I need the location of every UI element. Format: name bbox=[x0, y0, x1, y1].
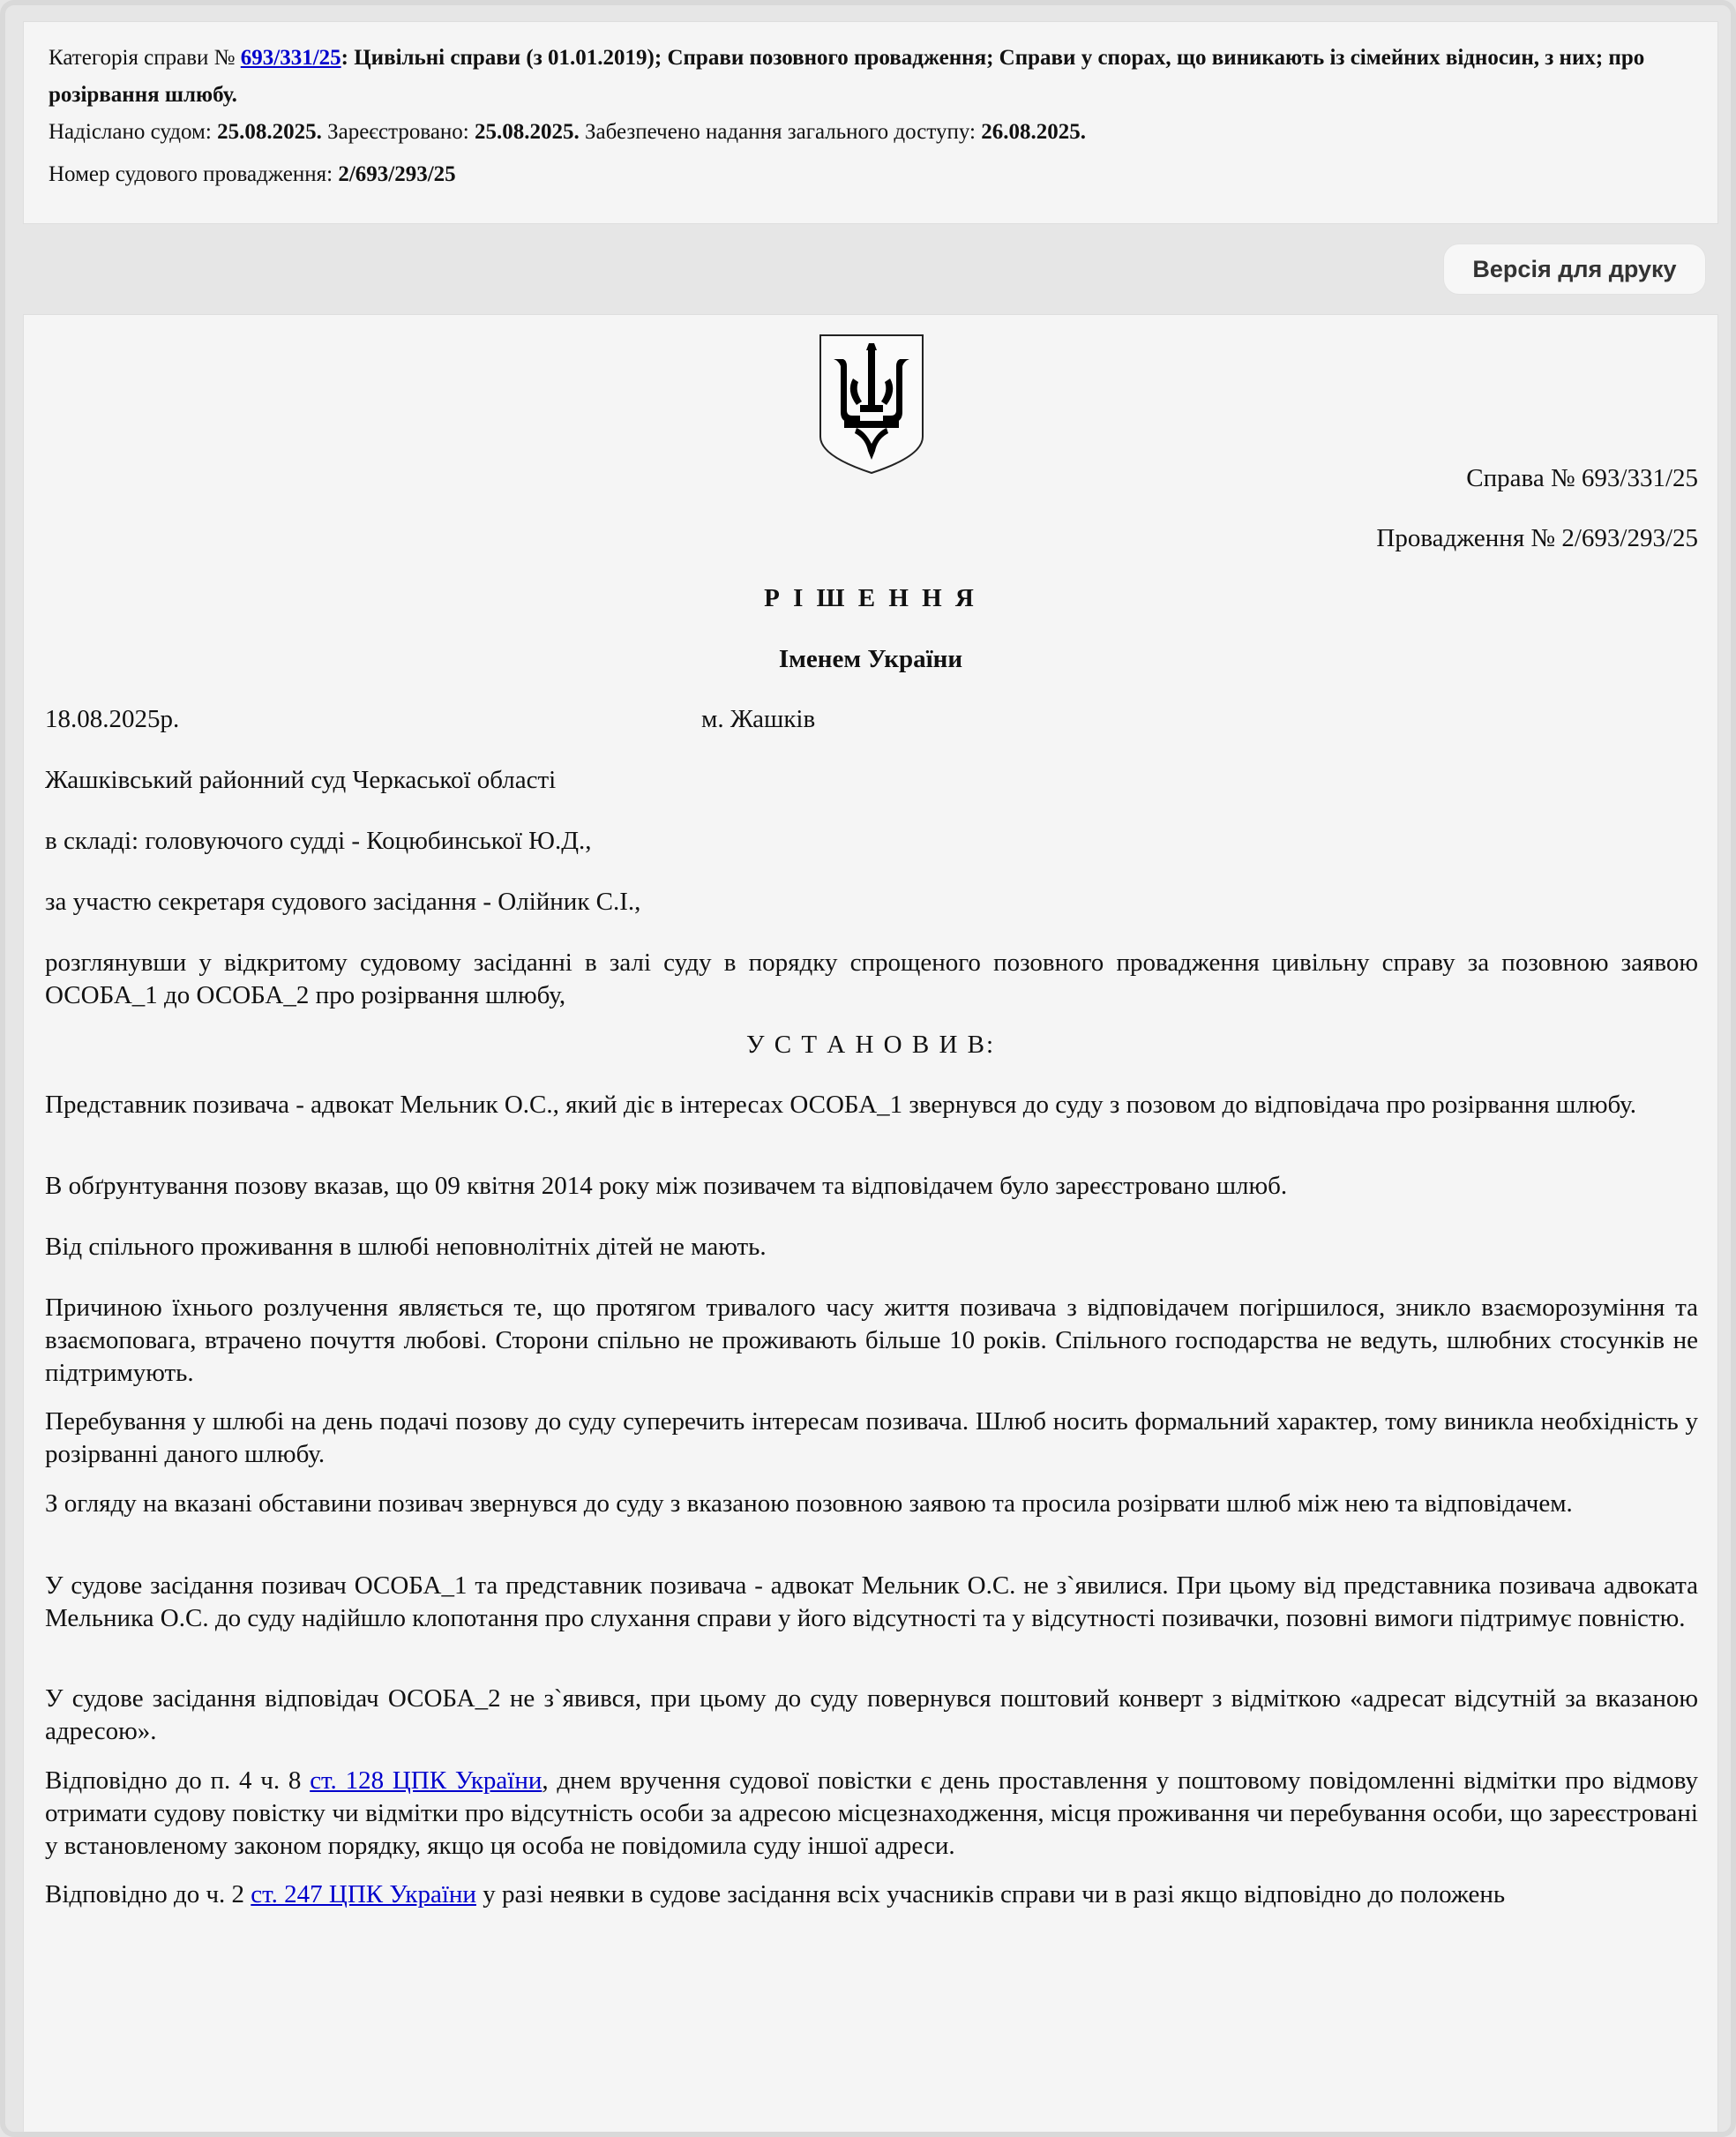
paragraph-2: В обґрунтування позову вказав, що 09 квітня 2014 року між позивачем та відповідачем було зареєстровано шлюб. bbox=[45, 1172, 1288, 1200]
paragraph-8: У судове засідання відповідач ОСОБА_2 не з`явився, при цьому до суду повернувся поштовий конверт з відміткою «адресат відсутній за вказаною адресою». bbox=[45, 1684, 1698, 1745]
paragraph-4: Причиною їхнього розлучення являється те, що протягом тривалого часу життя позивача з відповідачем погіршилося, зникло взаєморозуміння та взаємоповага, втрачено почуття любові. Сторони спільно не проживають більше 10 років. Спільного господарства не ведуть, шлюбних стосунків не підтримують. bbox=[45, 1293, 1698, 1387]
access-date: 26.08.2025. bbox=[981, 120, 1086, 144]
paragraph-10-start: Відповідно до ч. 2 bbox=[45, 1880, 251, 1908]
proceeding-number: 2/693/293/25 bbox=[338, 162, 456, 186]
article-128-link[interactable]: ст. 128 ЦПК України bbox=[310, 1766, 542, 1795]
paragraph-9 bbox=[45, 1765, 1698, 1863]
sent-date: 25.08.2025. bbox=[217, 120, 322, 144]
paragraph-10-rest: у разі неявки в судове засідання всіх учасників справи чи в разі якщо відповідно до положень bbox=[475, 1880, 1506, 1908]
considered-paragraph: розглянувши у відкритому судовому засіданні в залі суду в порядку спрощеного позовного провадження цивільну справу за позовною заявою ОСОБА_1 до ОСОБА_2 про розірвання шлюбу, bbox=[45, 949, 1698, 1009]
sent-label: Надіслано судом: bbox=[49, 120, 218, 144]
ukraine-coat-of-arms-icon bbox=[818, 333, 925, 476]
decision-date: 18.08.2025р. bbox=[45, 705, 180, 733]
case-metadata-panel bbox=[23, 21, 1718, 224]
article-247-link[interactable]: ст. 247 ЦПК України bbox=[251, 1880, 476, 1908]
dates-line bbox=[49, 114, 1696, 151]
access-label: Забезпечено надання загального доступу: bbox=[579, 120, 982, 144]
decision-title: Р І Ш Е Н Н Я bbox=[764, 584, 977, 612]
paragraph-9-start: Відповідно до п. 4 ч. 8 bbox=[45, 1766, 311, 1795]
proceeding-line bbox=[49, 156, 1696, 193]
court-name: Жашківський районний суд Черкаської області bbox=[45, 766, 557, 794]
date-city-line bbox=[45, 703, 1698, 736]
decision-document bbox=[23, 314, 1718, 2137]
paragraph-7: У судове засідання позивач ОСОБА_1 та представник позивача - адвокат Мельник О.С. не з`явилися. При цьому від представника позивача адвоката Мельника О.С. до суду надійшло клопотання про слухання справи у його відсутності та у відсутності позивачки, позовні вимоги підтримує повністю. bbox=[45, 1571, 1698, 1632]
case-number-line: Справа № 693/331/25 bbox=[1466, 464, 1698, 492]
paragraph-6: З огляду на вказані обставини позивач звернувся до суду з вказаною позовною заявою та просила розірвати шлюб між нею та відповідачем. bbox=[45, 1489, 1573, 1518]
secretary-line: за участю секретаря судового засідання - Олійник С.І., bbox=[45, 888, 641, 916]
paragraph-5: Перебування у шлюбі на день подачі позову до суду суперечить інтересам позивача. Шлюб носить формальний характер, тому виникла необхідність у розірванні даного шлюбу. bbox=[45, 1407, 1698, 1468]
category-prefix: Категорія справи № bbox=[49, 46, 241, 70]
paragraph-9-rest: , днем вручення судової повістки є день проставлення у поштовому повідомленні відмітки про відмову отримати судову повістку чи відмітки про відсутність особи за адресою місцезнаходження, місця проживання чи перебування особи, що зареєстровані у встановленому законом порядку, якщо ця особа не повідомила суду іншої адреси. bbox=[45, 1766, 1699, 1860]
paragraph-10 bbox=[45, 1878, 1698, 1911]
paragraph-3: Від спільного проживання в шлюбі неповнолітніх дітей не мають. bbox=[45, 1233, 767, 1261]
judge-line: в складі: головуючого судді - Коцюбинської Ю.Д., bbox=[45, 827, 592, 855]
case-number-link[interactable]: 693/331/25 bbox=[240, 46, 341, 70]
category-text: : Цивільні справи (з 01.01.2019); Справи позовного провадження; Справи у спорах, що виникають із сімейних відносин, з них; про розірвання шлюбу. bbox=[49, 46, 1645, 107]
category-line bbox=[49, 40, 1696, 114]
decision-city: м. Жашків bbox=[701, 705, 816, 733]
established-heading: У С Т А Н О В И В: bbox=[745, 1031, 996, 1059]
registered-label: Зареєстровано: bbox=[321, 120, 475, 144]
registered-date: 25.08.2025. bbox=[475, 120, 580, 144]
paragraph-1: Представник позивача - адвокат Мельник О.С., який діє в інтересах ОСОБА_1 звернувся до суду з позовом до відповідача про розірвання шлюбу. bbox=[45, 1091, 1636, 1119]
proceeding-label: Номер судового провадження: bbox=[49, 162, 339, 186]
proceeding-number-line: Провадження № 2/693/293/25 bbox=[1376, 524, 1698, 552]
decision-subtitle: Іменем України bbox=[778, 645, 963, 673]
print-version-button[interactable]: Версія для друку bbox=[1443, 244, 1706, 295]
